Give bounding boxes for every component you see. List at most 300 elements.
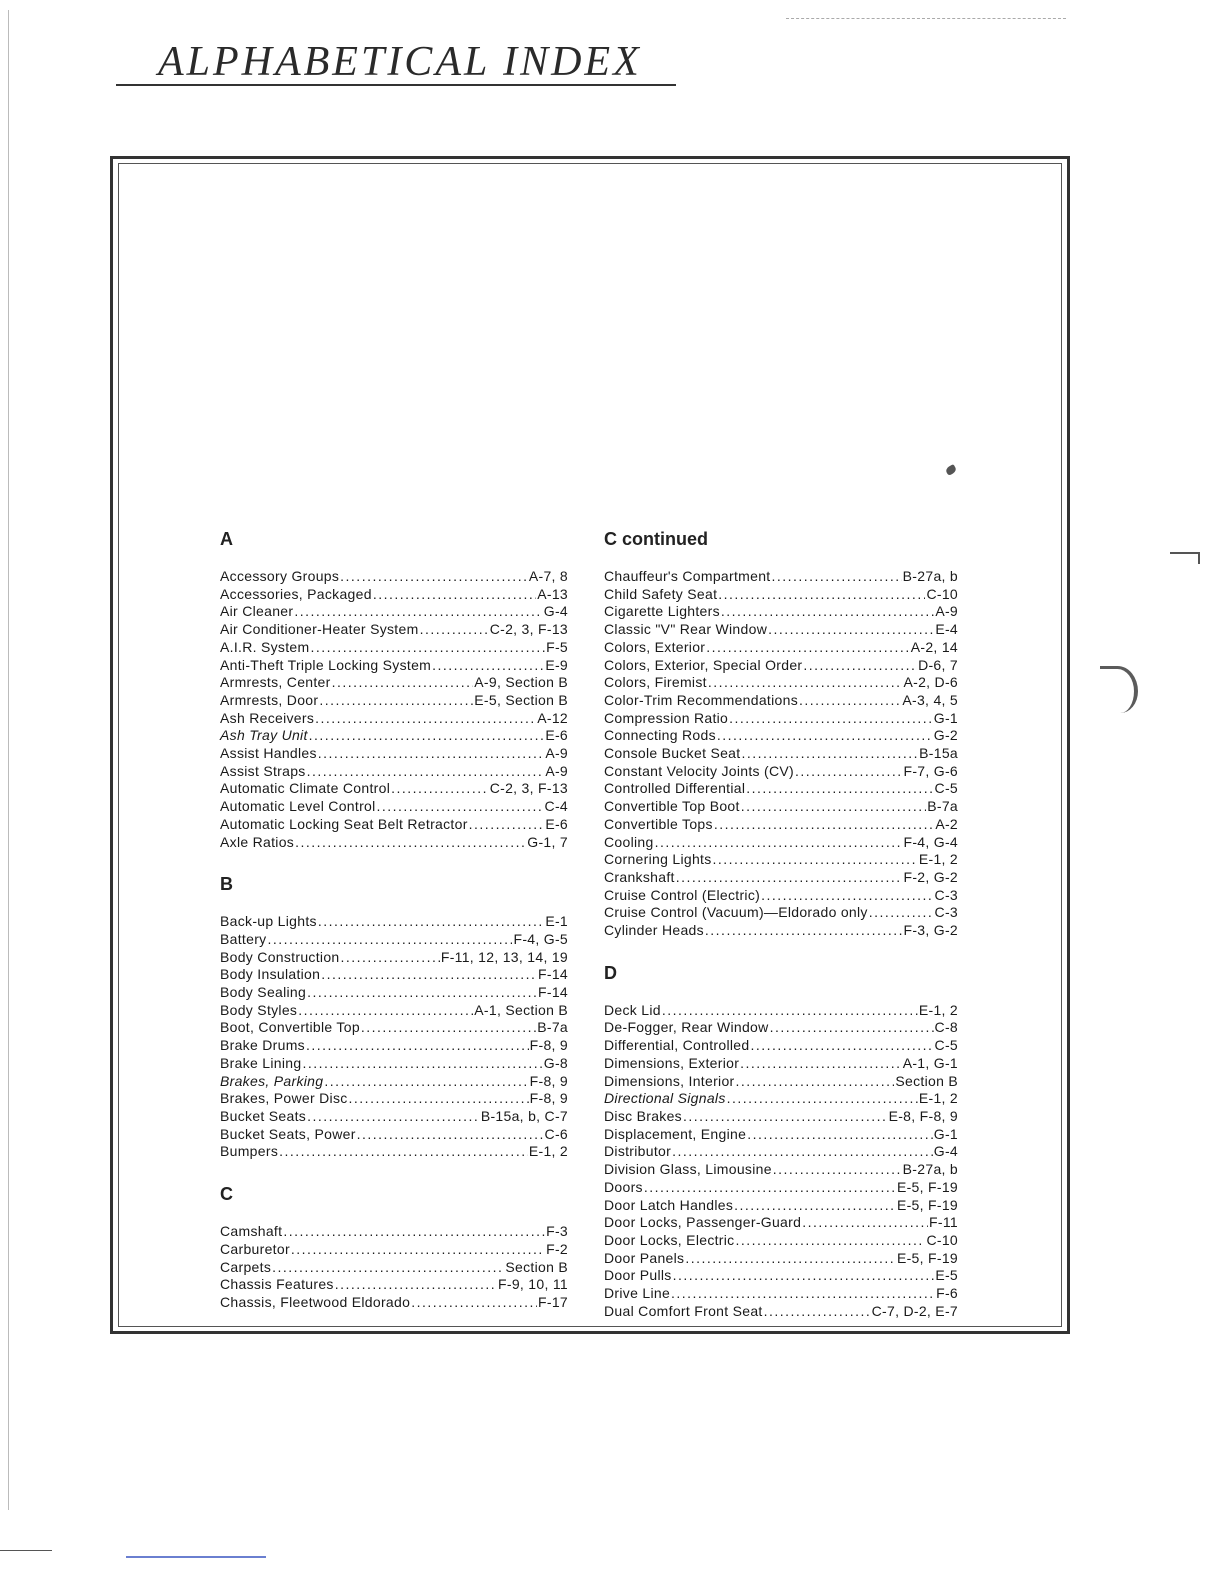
index-entry [220,1073,568,1091]
index-entry [604,674,958,692]
index-entry [604,727,958,745]
index-entry [220,603,568,621]
entry-term: Differential, Controlled [604,1037,750,1054]
entry-term: Door Locks, Passenger-Guard [604,1214,802,1231]
dot-leader [321,966,537,984]
index-entry [220,949,568,967]
index-list-c [220,1223,568,1312]
dot-leader [773,1161,902,1179]
dot-leader [283,1223,545,1241]
dot-leader [672,1143,933,1161]
entry-term: Console Bucket Seat [604,745,741,762]
index-entry [604,887,958,905]
entry-term: Ash Receivers [220,709,315,726]
entry-page-ref: C-3 [934,904,958,921]
entry-term: Classic "V" Rear Window [604,621,768,638]
index-column-left [220,528,568,1312]
index-entry [604,639,958,657]
entry-term: Axle Ratios [220,833,295,850]
index-entry [220,586,568,604]
dot-leader [750,1037,933,1055]
index-entry [220,621,568,639]
entry-page-ref: E-4 [935,621,958,638]
scan-corner-mark [1170,552,1200,564]
entry-term: Dual Comfort Front Seat [604,1302,763,1319]
dot-leader [432,657,544,675]
entry-page-ref: F-9, 10, 11 [498,1276,568,1293]
index-entry [604,568,958,586]
index-entry [604,1143,958,1161]
scan-edge-line [0,1550,52,1551]
entry-page-ref: A-13 [537,585,568,602]
entry-page-ref: D-6, 7 [918,656,958,673]
index-entry [220,1002,568,1020]
index-entry [604,1108,958,1126]
entry-term: Compression Ratio [604,709,729,726]
dot-leader [706,639,909,657]
dot-leader [714,816,934,834]
entry-term: Door Latch Handles [604,1196,734,1213]
index-entry [220,692,568,710]
entry-term: Bucket Seats, Power [220,1125,356,1142]
entry-page-ref: B-15a [919,745,958,762]
index-entry [604,1019,958,1037]
entry-term: Automatic Level Control [220,798,376,815]
entry-term: Body Insulation [220,966,321,983]
entry-term: Division Glass, Limousine [604,1161,772,1178]
index-entry [604,1197,958,1215]
dot-leader [718,586,925,604]
index-entry [604,1285,958,1303]
index-entry [220,1126,568,1144]
index-entry [604,798,958,816]
entry-page-ref: G-1 [933,709,958,726]
index-entry [220,568,568,586]
index-entry [604,780,958,798]
entry-term: Air Conditioner-Heater System [220,621,419,638]
entry-term: Chassis Features [220,1276,334,1293]
entry-page-ref: F-3, G-2 [903,922,958,939]
dot-leader [318,913,545,931]
entry-page-ref: B-27a, b [902,568,958,584]
index-entry [604,586,958,604]
entry-page-ref: E-9 [545,656,568,673]
dot-leader [302,1055,542,1073]
entry-term: Accessories, Packaged [220,585,372,602]
dot-leader [795,763,902,781]
dot-leader [295,834,526,852]
index-entry [220,763,568,781]
index-entry [220,1276,568,1294]
entry-page-ref: E-5, Section B [474,691,568,708]
dot-leader [671,1285,935,1303]
scan-blue-line [126,1556,266,1558]
index-entry [220,834,568,852]
entry-page-ref: A-2, D-6 [903,674,958,691]
entry-page-ref: F-11 [929,1214,958,1231]
entry-page-ref: A-2 [935,815,958,832]
entry-term: Door Locks, Electric [604,1231,735,1248]
entry-term: Back-up Lights [220,913,317,930]
entry-page-ref: C-10 [926,1231,958,1248]
entry-term: Colors, Exterior, Special Order [604,656,803,673]
entry-term: Carburetor [220,1240,290,1257]
entry-term: Brakes, Power Disc [220,1090,348,1107]
entry-page-ref: F-8, 9 [529,1072,568,1089]
entry-term: Air Cleaner [220,603,294,620]
entry-term: Chauffeur's Compartment [604,568,771,584]
index-entry [220,745,568,763]
entry-page-ref: C-2, 3, F-13 [489,621,568,638]
index-entry [220,984,568,1002]
entry-page-ref: A-3, 4, 5 [902,691,958,708]
entry-page-ref: A-7, 8 [528,568,568,584]
index-entry [220,1294,568,1312]
dot-leader [272,1259,504,1277]
entry-page-ref: F-6 [936,1285,958,1302]
section-heading-d: D [604,962,617,983]
entry-page-ref: F-4, G-5 [513,930,568,947]
page-title: ALPHABETICAL INDEX [158,39,642,85]
entry-term: Cigarette Lighters [604,603,720,620]
index-entry [604,1303,958,1321]
dot-leader [869,904,934,922]
entry-page-ref: E-1, 2 [918,1001,958,1018]
index-entry [604,657,958,675]
index-entry [220,1143,568,1161]
entry-term: Controlled Differential [604,780,746,797]
index-entry [604,763,958,781]
entry-term: Boot, Convertible Top [220,1019,360,1036]
dot-leader [318,745,545,763]
entry-term: Constant Velocity Joints (CV) [604,762,794,779]
index-entry [220,727,568,745]
entry-page-ref: F-7, G-6 [903,762,958,779]
binder-hole-mark [1100,666,1138,713]
index-entry [220,1223,568,1241]
entry-term: Cylinder Heads [604,922,704,939]
dot-leader [306,1037,529,1055]
entry-term: Convertible Top Boot [604,798,740,815]
entry-page-ref: A-9 [935,603,958,620]
dot-leader [734,1197,896,1215]
entry-term: Cruise Control (Electric) [604,886,761,903]
dot-leader [761,887,933,905]
dot-leader [708,674,903,692]
entry-page-ref: F-2 [546,1240,568,1257]
dot-leader [746,780,933,798]
index-entry [604,1090,958,1108]
entry-page-ref: B-7a [927,798,958,815]
entry-term: Cornering Lights [604,851,712,868]
entry-page-ref: E-1, 2 [918,851,958,868]
dot-leader [803,657,917,675]
dot-leader [373,586,536,604]
entry-page-ref: A-9, Section B [474,674,568,691]
entry-page-ref: C-7, D-2, E-7 [871,1302,958,1319]
dot-leader [377,798,544,816]
index-entry [220,931,568,949]
index-entry [604,1250,958,1268]
index-entry [604,603,958,621]
entry-page-ref: C-5 [934,780,958,797]
entry-term: Disc Brakes [604,1107,682,1124]
index-entry [604,922,958,940]
index-entry [604,710,958,728]
index-entry [220,913,568,931]
dot-leader [736,1073,895,1091]
entry-term: Dimensions, Exterior [604,1054,740,1071]
entry-term: De-Fogger, Rear Window [604,1019,769,1036]
entry-page-ref: F-4, G-4 [903,833,958,850]
entry-page-ref: C-5 [934,1037,958,1054]
index-entry [604,1232,958,1250]
entry-term: Color-Trim Recommendations [604,691,798,708]
index-entry [604,1037,958,1055]
index-entry [604,621,958,639]
entry-page-ref: E-6 [545,815,568,832]
dot-leader [644,1179,896,1197]
entry-term: Door Pulls [604,1267,672,1284]
index-entry [220,710,568,728]
dot-leader [772,568,902,586]
entry-term: Armrests, Center [220,674,331,691]
dot-leader [267,931,512,949]
entry-term: Distributor [604,1143,672,1160]
entry-term: Brakes, Parking [220,1072,324,1089]
index-entry [220,1019,568,1037]
entry-term: Colors, Firemist [604,674,707,691]
entry-term: Convertible Tops [604,815,713,832]
dot-leader [324,1073,528,1091]
index-entry [604,1055,958,1073]
dot-leader [741,798,927,816]
dot-leader [683,1108,888,1126]
dot-leader [717,727,933,745]
entry-page-ref: A-12 [537,709,568,726]
index-entry [604,1179,958,1197]
dot-leader [294,603,542,621]
index-entry [220,639,568,657]
index-entry [220,1108,568,1126]
entry-page-ref: F-8, 9 [529,1090,568,1107]
index-entry [220,657,568,675]
dot-leader [357,1126,544,1144]
dot-leader [310,639,545,657]
dot-leader [469,816,545,834]
index-entry [604,816,958,834]
entry-term: Assist Handles [220,745,317,762]
title-underline [116,84,676,86]
entry-page-ref: C-4 [544,798,568,815]
dot-leader [361,1019,536,1037]
entry-term: Door Panels [604,1249,685,1266]
index-entry [604,834,958,852]
entry-page-ref: Section B [895,1072,958,1089]
dot-leader [740,1055,902,1073]
entry-page-ref: C-2, 3, F-13 [489,780,568,797]
entry-term: Body Construction [220,948,340,965]
dot-leader [799,692,901,710]
dot-leader [340,568,528,586]
index-entry [604,1002,958,1020]
entry-term: Child Safety Seat [604,585,718,602]
entry-term: Brake Lining [220,1054,302,1071]
entry-page-ref: A-9 [545,745,568,762]
index-entry [604,692,958,710]
entry-page-ref: C-3 [934,886,958,903]
dot-leader [721,603,934,621]
dot-leader [291,1241,545,1259]
entry-page-ref: F-17 [538,1293,568,1310]
dot-leader [676,869,903,887]
dot-leader [747,1126,933,1144]
dot-leader [655,834,903,852]
index-entry [220,674,568,692]
dot-leader [411,1294,537,1312]
entry-term: Brake Drums [220,1037,305,1054]
dot-leader [341,949,440,967]
entry-term: A.I.R. System [220,638,310,655]
entry-page-ref: A-2, 14 [910,638,958,655]
index-entry [220,966,568,984]
entry-term: Battery [220,930,267,947]
dot-leader [279,1143,528,1161]
index-entry [604,1126,958,1144]
section-heading-a: A [220,529,233,549]
entry-term: Anti-Theft Triple Locking System [220,656,432,673]
index-entry [604,1214,958,1232]
index-list-b [220,913,568,1161]
entry-term: Doors [604,1178,643,1195]
index-entry [604,1073,958,1091]
entry-term: Camshaft [220,1223,283,1240]
entry-term: Body Styles [220,1001,298,1018]
entry-page-ref: G-8 [543,1054,568,1071]
dot-leader [673,1267,935,1285]
dot-leader [307,984,537,1002]
entry-page-ref: A-1, Section B [474,1001,568,1018]
entry-term: Directional Signals [604,1090,726,1107]
index-entry [220,798,568,816]
entry-page-ref: G-1 [933,1125,958,1142]
entry-term: Automatic Locking Seat Belt Retractor [220,815,468,832]
entry-page-ref: E-5, F-19 [896,1178,958,1195]
entry-page-ref: G-2 [933,727,958,744]
entry-term: Armrests, Door [220,691,319,708]
index-entry [220,1090,568,1108]
entry-page-ref: C-6 [544,1125,568,1142]
entry-term: Chassis, Fleetwood Eldorado [220,1293,411,1310]
entry-page-ref: A-9 [545,762,568,779]
entry-term: Assist Straps [220,762,306,779]
entry-page-ref: F-14 [538,984,568,1001]
entry-term: Bumpers [220,1143,279,1160]
dot-leader [685,1250,896,1268]
section-heading-c: C [220,1184,233,1205]
entry-page-ref: C-10 [926,585,958,602]
entry-page-ref: G-4 [543,603,568,620]
entry-term: Automatic Climate Control [220,780,391,797]
dot-leader [764,1303,871,1321]
entry-page-ref: E-5, F-19 [896,1249,958,1266]
entry-page-ref: A-1, G-1 [902,1054,958,1071]
index-list-c-continued [604,568,958,940]
entry-term: Connecting Rods [604,727,716,744]
entry-term: Carpets [220,1258,272,1275]
dot-leader [349,1090,529,1108]
entry-term: Body Sealing [220,984,307,1001]
index-entry [220,1055,568,1073]
entry-page-ref: C-8 [934,1019,958,1036]
entry-term: Drive Line [604,1285,671,1302]
index-entry [604,1267,958,1285]
dot-leader [768,621,934,639]
section-heading-c-continued: C continued [604,529,708,549]
index-entry [220,1037,568,1055]
dot-leader [315,710,536,728]
entry-page-ref: E-1, 2 [918,1090,958,1107]
entry-term: Accessory Groups [220,568,340,584]
index-entry [604,869,958,887]
dot-leader [802,1214,928,1232]
entry-page-ref: B-15a, b, C-7 [480,1107,568,1124]
entry-page-ref: G-1, 7 [527,833,568,850]
entry-page-ref: F-2, G-2 [903,868,958,885]
index-list-a [220,568,568,851]
entry-page-ref: F-5 [546,638,568,655]
entry-term: Deck Lid [604,1001,661,1018]
dot-leader [391,780,489,798]
dot-leader [662,1002,918,1020]
entry-page-ref: Section B [505,1258,568,1275]
entry-term: Cooling [604,833,654,850]
index-entry [604,851,958,869]
entry-page-ref: E-1, 2 [528,1143,568,1160]
dot-leader [298,1002,473,1020]
entry-term: Dimensions, Interior [604,1072,735,1089]
entry-term: Displacement, Engine [604,1125,747,1142]
index-entry [220,1259,568,1277]
entry-page-ref: F-8, 9 [529,1037,568,1054]
index-entry [604,1161,958,1179]
entry-page-ref: E-5 [935,1267,958,1284]
page-edge-line [8,10,9,1510]
entry-term: Ash Tray Unit [220,727,308,744]
scan-artifact-dashes [786,18,1066,19]
dot-leader [319,692,473,710]
dot-leader [770,1019,934,1037]
dot-leader [332,674,474,692]
entry-term: Cruise Control (Vacuum)—Eldorado only [604,904,868,921]
entry-page-ref: B-27a, b [902,1161,958,1178]
dot-leader [420,621,489,639]
entry-page-ref: F-3 [546,1223,568,1240]
dot-leader [335,1276,497,1294]
dot-leader [705,922,903,940]
index-entry [220,1241,568,1259]
dot-leader [735,1232,925,1250]
dot-leader [307,1108,480,1126]
entry-page-ref: F-14 [538,966,568,983]
entry-term: Crankshaft [604,868,675,885]
dot-leader [713,851,918,869]
entry-page-ref: F-11, 12, 13, 14, 19 [440,948,568,965]
entry-page-ref: B-7a [537,1019,568,1036]
dot-leader [729,710,933,728]
dot-leader [741,745,918,763]
index-entry [604,904,958,922]
